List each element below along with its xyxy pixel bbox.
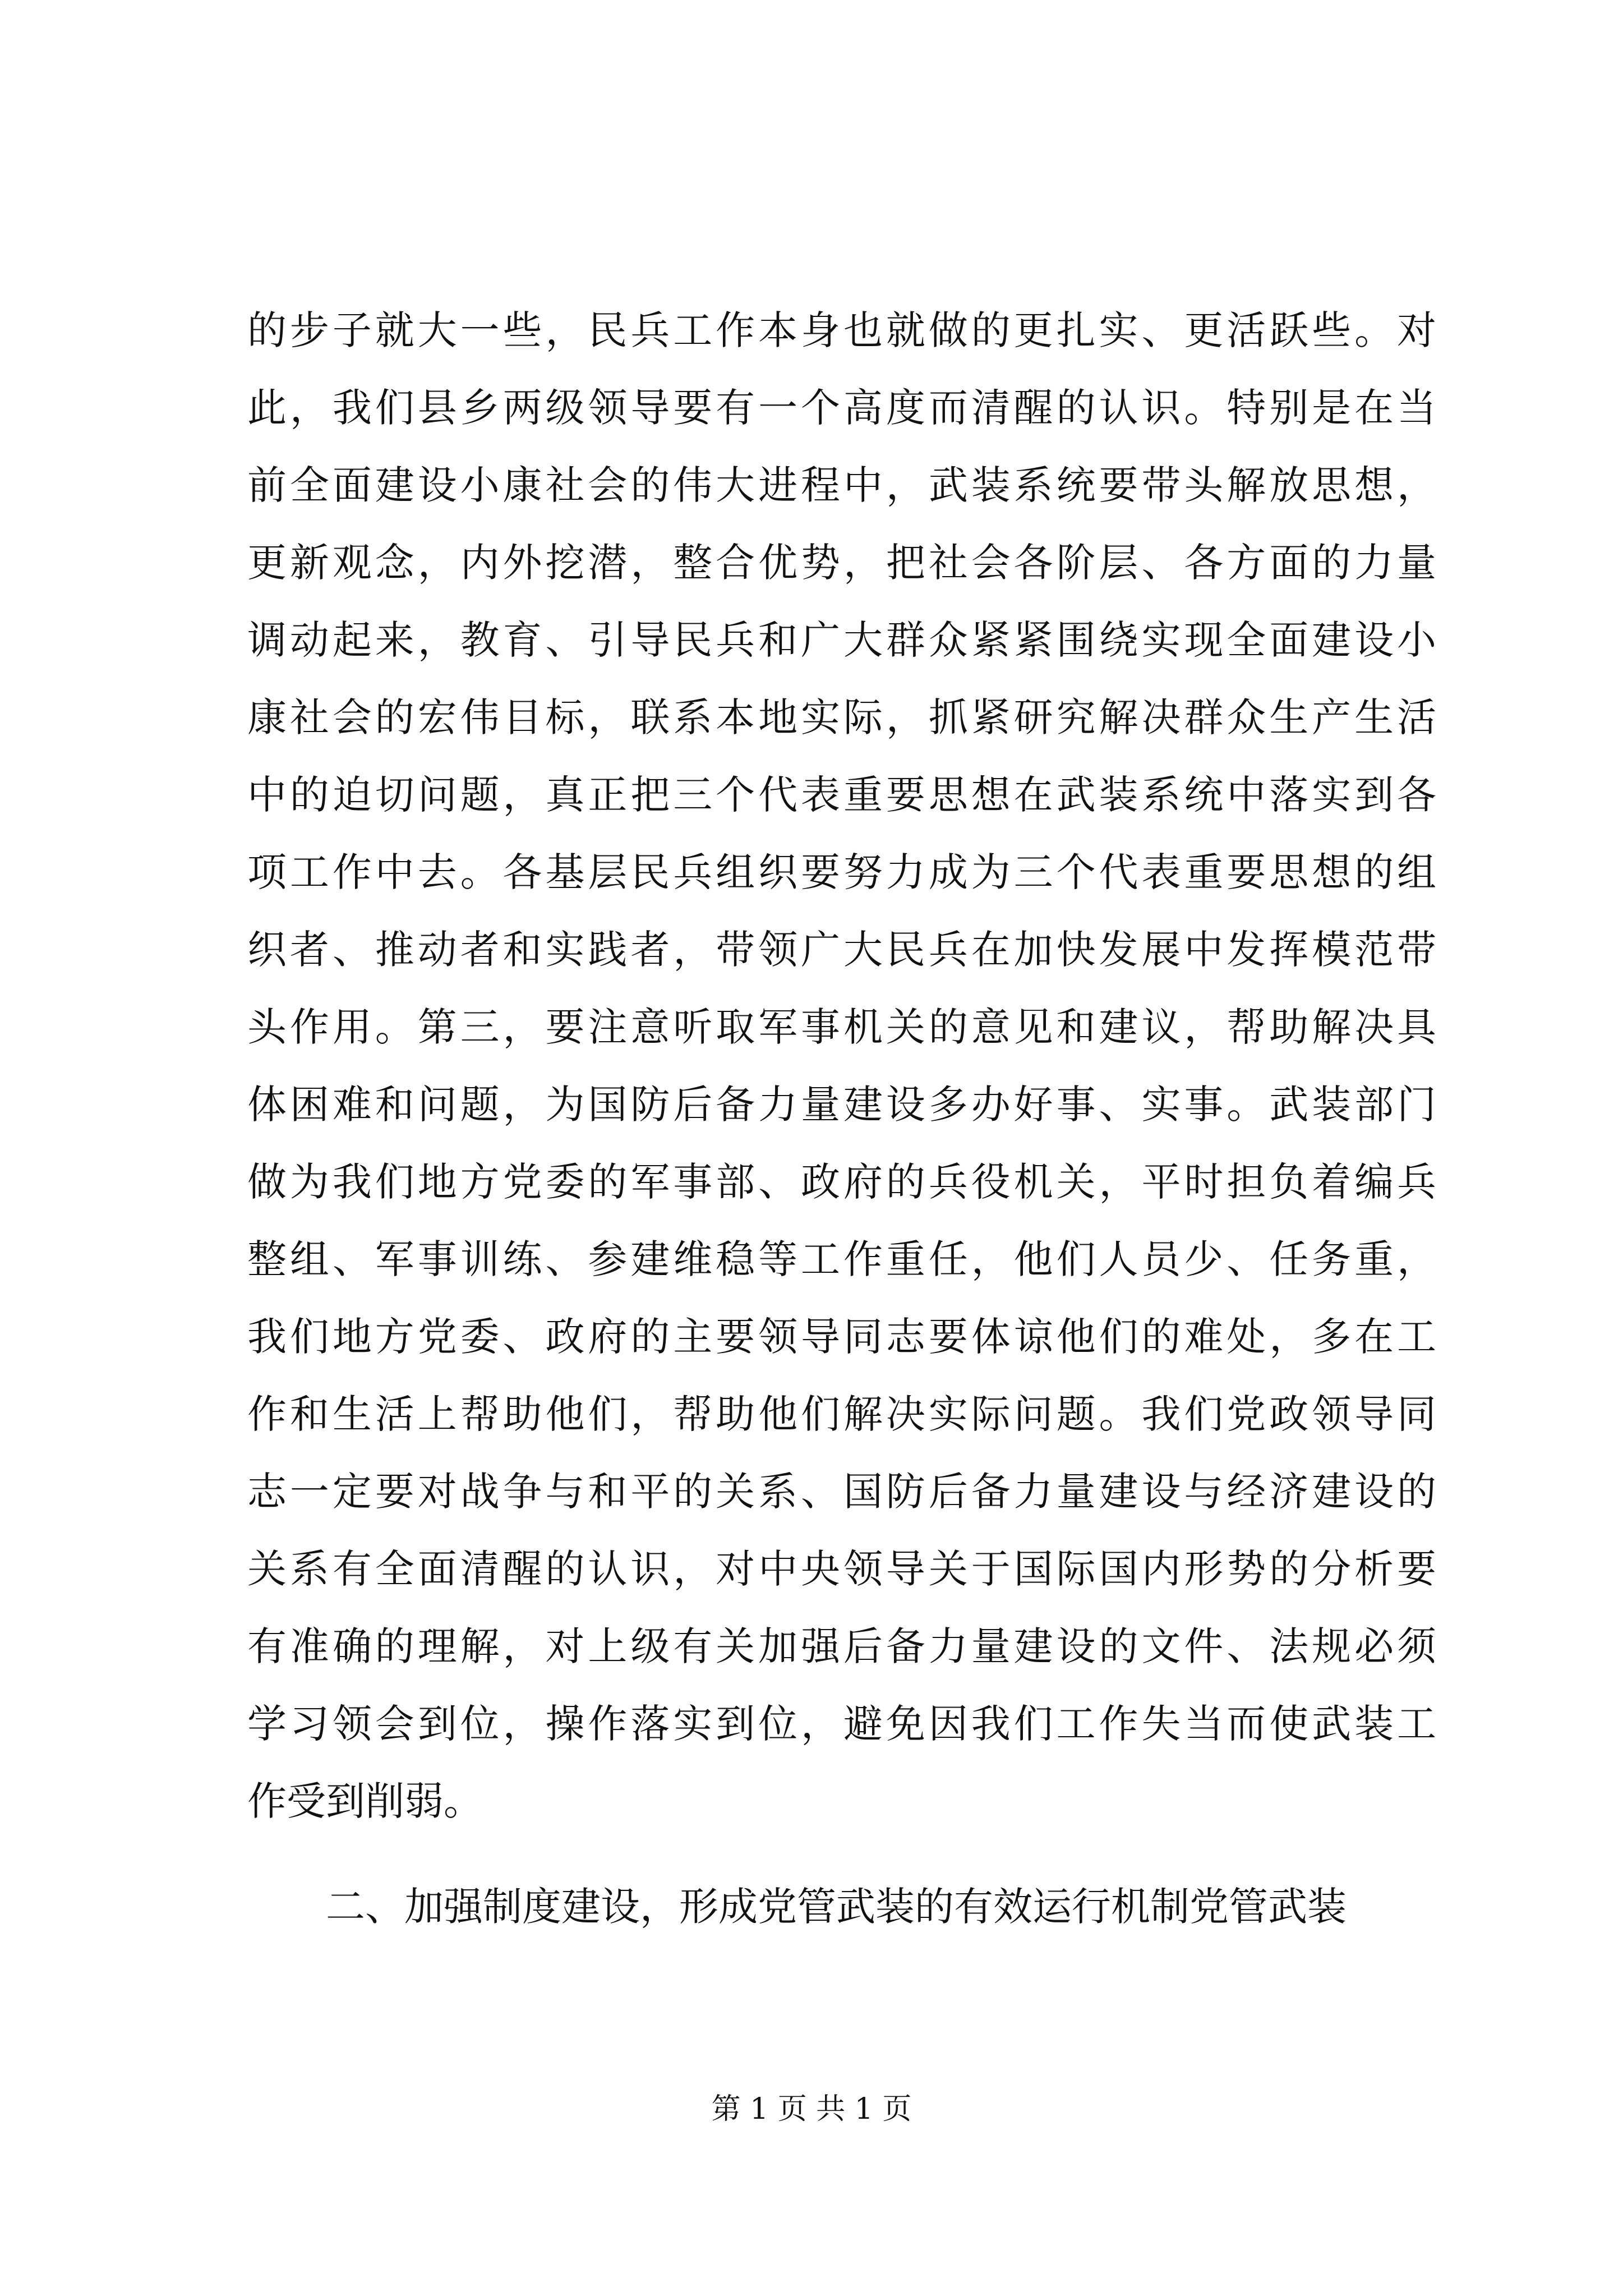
text-line: 志一定要对战争与和平的关系、国防后备力量建设与经济建设的 xyxy=(247,1469,1436,1515)
text-line: 织者、推动者和实践者，带领广大民兵在加快发展中发挥模范带 xyxy=(247,927,1436,973)
text-line: 作受到削弱。 xyxy=(247,1778,483,1824)
text-line: 关系有全面清醒的认识，对中央领导关于国际国内形势的分析要 xyxy=(247,1546,1436,1592)
text-line: 调动起来，教育、引导民兵和广大群众紧紧围绕实现全面建设小 xyxy=(247,617,1436,663)
text-line: 体困难和问题，为国防后备力量建设多办好事、实事。武装部门 xyxy=(247,1082,1436,1128)
text-line: 学习领会到位，操作落实到位，避免因我们工作失当而使武装工 xyxy=(247,1701,1436,1747)
text-line: 项工作中去。各基层民兵组织要努力成为三个代表重要思想的组 xyxy=(247,849,1436,895)
text-line: 此，我们县乡两级领导要有一个高度而清醒的认识。特别是在当 xyxy=(247,385,1436,431)
text-line: 整组、军事训练、参建维稳等工作重任，他们人员少、任务重， xyxy=(247,1236,1436,1282)
text-line: 头作用。第三，要注意听取军事机关的意见和建议，帮助解决具 xyxy=(247,1004,1436,1050)
text-line: 有准确的理解，对上级有关加强后备力量建设的文件、法规必须 xyxy=(247,1623,1436,1669)
text-line: 我们地方党委、政府的主要领导同志要体谅他们的难处，多在工 xyxy=(247,1314,1436,1360)
text-line: 康社会的宏伟目标，联系本地实际，抓紧研究解决群众生产生活 xyxy=(247,694,1436,740)
text-line: 做为我们地方党委的军事部、政府的兵役机关，平时担负着编兵 xyxy=(247,1159,1436,1205)
paragraph-gap xyxy=(247,1840,1436,1868)
text-line: 作和生活上帮助他们，帮助他们解决实际问题。我们党政领导同 xyxy=(247,1391,1436,1437)
section-heading-line: 二、加强制度建设，形成党管武装的有效运行机制党管武装 xyxy=(326,1884,1347,1930)
text-line: 中的迫切问题，真正把三个代表重要思想在武装系统中落实到各 xyxy=(247,772,1436,818)
body-text xyxy=(247,292,1436,1945)
text-line: 更新观念，内外挖潜，整合优势，把社会各阶层、各方面的力量 xyxy=(247,540,1436,586)
page-footer: 第 1 页 共 1 页 xyxy=(711,2092,912,2126)
text-line: 前全面建设小康社会的伟大进程中，武装系统要带头解放思想， xyxy=(247,462,1436,508)
text-line: 的步子就大一些，民兵工作本身也就做的更扎实、更活跃些。对 xyxy=(247,307,1436,353)
